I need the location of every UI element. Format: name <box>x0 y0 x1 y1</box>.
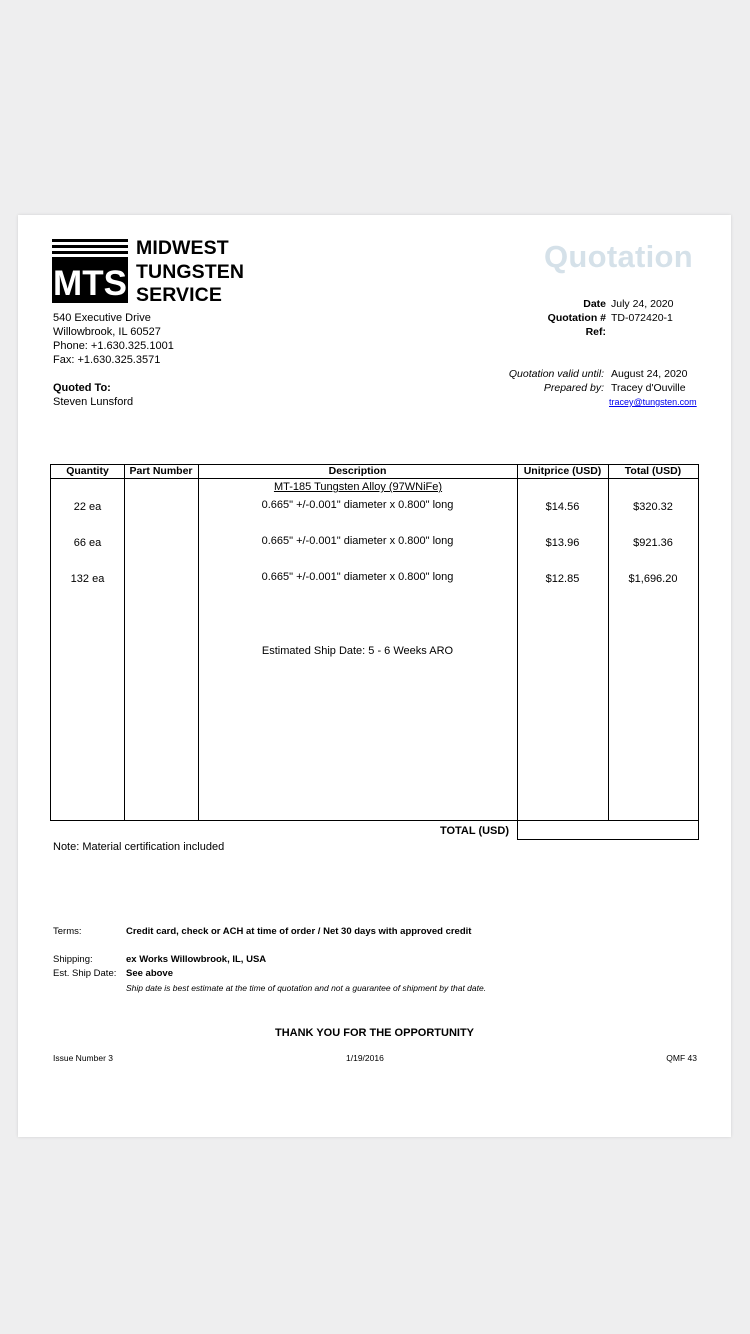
column-divider <box>198 465 199 820</box>
validity-labels <box>509 367 604 395</box>
customer-name: Steven Lunsford <box>53 396 134 408</box>
fax: Fax: +1.630.325.3571 <box>53 354 161 366</box>
prepared-by-value: Tracey d'Ouville <box>611 382 686 394</box>
product-heading: MT-185 Tungsten Alloy (97WNiFe) <box>273 481 443 493</box>
row-total: $320.32 <box>633 501 673 513</box>
row-description: 0.665" +/-0.001" diameter x 0.800" long <box>261 499 454 511</box>
quote-number-value: TD-072420-1 <box>611 312 673 324</box>
company-name-line-3: SERVICE <box>136 284 222 306</box>
row-quantity: 22 ea <box>73 501 102 513</box>
ref-label: Ref: <box>585 326 606 338</box>
validity-values <box>611 367 687 395</box>
column-divider <box>608 465 609 820</box>
terms-value: Credit card, check or ACH at time of order / Net 30 days with approved credit <box>126 926 472 937</box>
issue-number: Issue Number 3 <box>53 1053 113 1063</box>
column-divider <box>124 465 125 820</box>
row-unitprice: $12.85 <box>545 573 580 585</box>
line-items-table <box>50 464 699 821</box>
column-divider <box>517 465 518 820</box>
total-label: TOTAL (USD) <box>439 825 509 837</box>
date-label: Date <box>583 298 606 310</box>
header-divider <box>51 478 698 479</box>
meta-labels <box>548 297 606 339</box>
col-header-part-number: Part Number <box>129 465 193 477</box>
ship-date-value: See above <box>126 968 173 979</box>
valid-until-value: August 24, 2020 <box>611 368 688 380</box>
address-line: Willowbrook, IL 60527 <box>53 326 161 338</box>
company-logo <box>52 239 128 303</box>
company-name-line-1: MIDWEST <box>136 237 229 259</box>
meta-values <box>611 297 673 325</box>
company-name-line-2: TUNGSTEN <box>136 260 245 283</box>
valid-until-label: Quotation valid until: <box>508 368 604 380</box>
quoted-to <box>53 381 133 409</box>
ship-date-label: Est. Ship Date: <box>53 968 117 979</box>
quote-number-label: Quotation # <box>547 312 606 324</box>
row-total: $921.36 <box>633 537 673 549</box>
col-header-quantity: Quantity <box>66 465 109 477</box>
quoted-to-label: Quoted To: <box>53 382 111 394</box>
col-header-description: Description <box>328 465 387 477</box>
note: Note: Material certification included <box>53 841 225 853</box>
email-link[interactable]: tracey@tungsten.com <box>609 397 697 407</box>
row-quantity: 132 ea <box>70 573 105 585</box>
date-value: July 24, 2020 <box>611 298 674 310</box>
row-unitprice: $14.56 <box>545 501 580 513</box>
row-description: 0.665" +/-0.001" diameter x 0.800" long <box>261 571 454 583</box>
logo-letters: MTS <box>53 264 127 303</box>
col-header-total: Total (USD) <box>624 465 682 477</box>
row-unitprice: $13.96 <box>545 537 580 549</box>
quotation-page <box>18 215 731 1137</box>
company-address <box>53 311 174 367</box>
form-number: QMF 43 <box>666 1053 697 1063</box>
col-header-unitprice: Unitprice (USD) <box>523 465 602 477</box>
address-line: 540 Executive Drive <box>53 312 151 324</box>
phone: Phone: +1.630.325.1001 <box>53 340 174 352</box>
total-value-box <box>517 821 699 840</box>
document-title: Quotation <box>543 239 693 274</box>
row-quantity: 66 ea <box>73 537 102 549</box>
thank-you-message: THANK YOU FOR THE OPPORTUNITY <box>274 1027 475 1039</box>
issue-date: 1/19/2016 <box>346 1053 384 1063</box>
row-total: $1,696.20 <box>628 573 678 585</box>
terms-label: Terms: <box>53 926 82 937</box>
shipping-label: Shipping: <box>53 954 93 965</box>
prepared-by-label: Prepared by: <box>543 382 604 394</box>
ship-date-disclaimer: Ship date is best estimate at the time of quotation and not a guarantee of shipment by that date. <box>126 983 487 993</box>
shipping-value: ex Works Willowbrook, IL, USA <box>126 954 267 965</box>
ship-estimate: Estimated Ship Date: 5 - 6 Weeks ARO <box>261 645 454 657</box>
row-description: 0.665" +/-0.001" diameter x 0.800" long <box>261 535 454 547</box>
company-name <box>136 237 244 308</box>
